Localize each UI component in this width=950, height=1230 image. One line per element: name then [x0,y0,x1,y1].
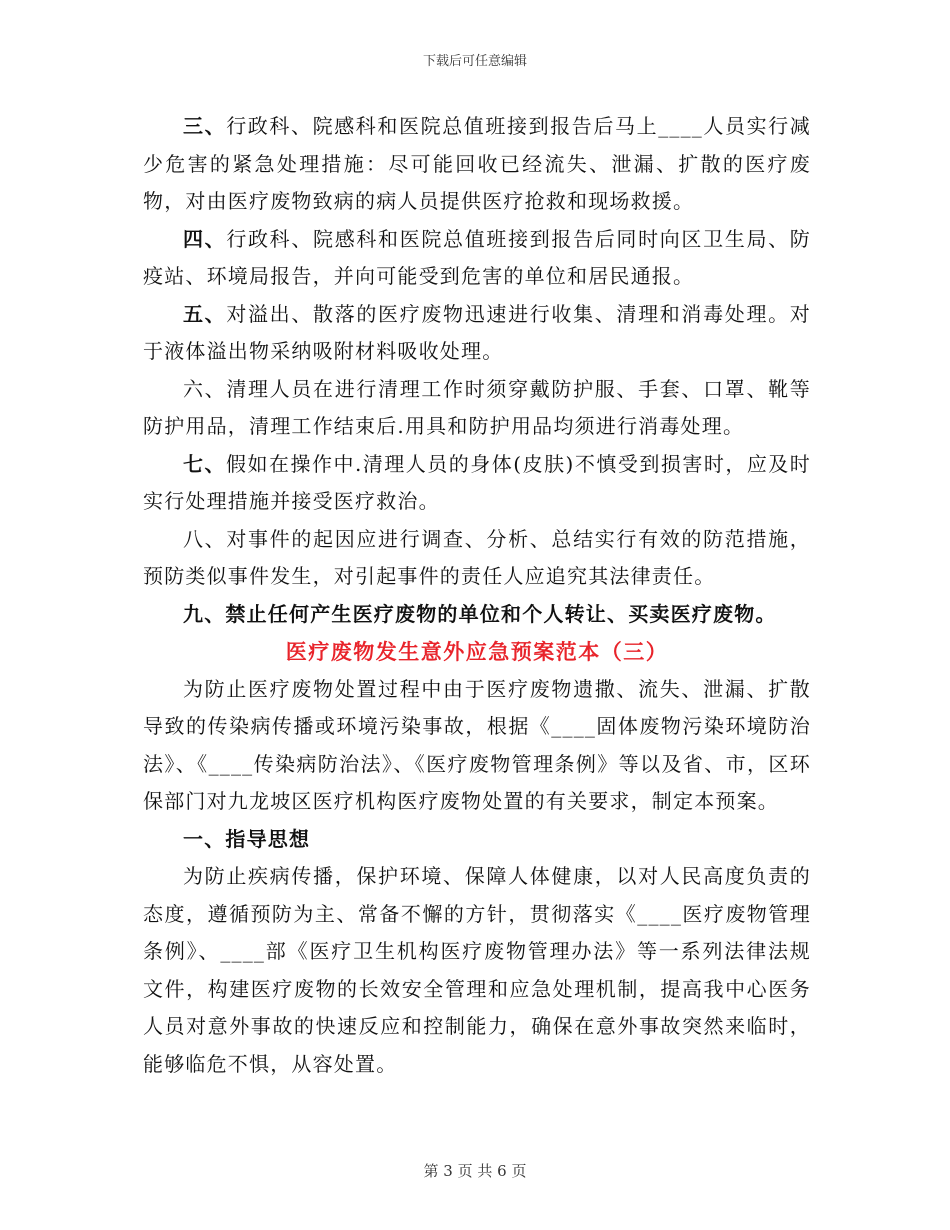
paragraph-item-6 [143,371,811,446]
item-6-text: 清理人员在进行清理工作时须穿戴防护服、手套、口罩、靴等防护用品，清理工作结束后.用具和防护用品均须进行消毒处理。 [143,376,811,438]
paragraph-item-7 [143,446,811,521]
page-footer: 第 3 页 共 6 页 [423,1162,527,1180]
paragraph-item-4 [143,221,811,296]
item-3-text: 行政科、院感科和医院总值班接到报告后马上____人员实行减少危害的紧急处理措施：尽可能回收已经流失、泄漏、扩散的医疗废物，对由医疗废物致病的病人员提供医疗抢救和现场救援。 [143,114,811,213]
item-6-number: 六、 [183,376,227,401]
item-4-number: 四、 [183,226,227,251]
item-5-number: 五、 [183,301,227,326]
item-8-number: 八、 [183,526,227,551]
item-3-number: 三、 [183,114,227,138]
item-8-text: 对事件的起因应进行调查、分析、总结实行有效的防范措施，预防类似事件发生，对引起事件的责任人应追究其法律责任。 [143,526,811,588]
section-title: 医疗废物发生意外应急预案范本（三） [285,639,669,664]
item-5-text: 对溢出、散落的医疗废物迅速进行收集、清理和消毒处理。对于液体溢出物采纳吸附材料吸收处理。 [143,301,811,363]
section-intro-paragraph: 为防止医疗废物处置过程中由于医疗废物遗撒、流失、泄漏、扩散导致的传染病传播或环境污染事故，根据《____固体废物污染环境防治法》、《____传染病防治法》、《医疗废物管理条例》等以及省、市，区环保部门对九龙坡区医疗机构医疗废物处置的有关要求，制定本预案。 [143,676,811,813]
paragraph-item-9: 九、禁止任何产生医疗废物的单位和个人转让、买卖医疗废物。 [183,601,777,626]
paragraph-item-5 [143,296,811,371]
document-body [143,108,811,1083]
paragraph-item-8 [143,521,811,596]
page-header: 下载后可任意编辑 [422,54,527,69]
item-7-number: 七、 [183,451,226,476]
item-7-text: 假如在操作中.清理人员的身体(皮肤)不慎受到损害时，应及时实行处理措施并接受医疗救治。 [143,451,812,513]
heading-guiding-ideology: 一、指导思想 [183,826,311,851]
paragraph-item-3 [143,108,811,221]
guiding-ideology-paragraph: 为防止疾病传播，保护环境、保障人体健康，以对人民高度负责的态度，遵循预防为主、常备不懈的方针，贯彻落实《____医疗废物管理条例》、____部《医疗卫生机构医疗废物管理办法》等一系列法律法规文件，构建医疗废物的长效安全管理和应急处理机制，提高我中心医务人员对意外事故的快速反应和控制能力，确保在意外事故突然来临时，能够临危不惧，从容处置。 [143,864,811,1076]
item-4-text: 行政科、院感科和医院总值班接到报告后同时向区卫生局、防疫站、环境局报告，并向可能受到危害的单位和居民通报。 [143,226,811,288]
